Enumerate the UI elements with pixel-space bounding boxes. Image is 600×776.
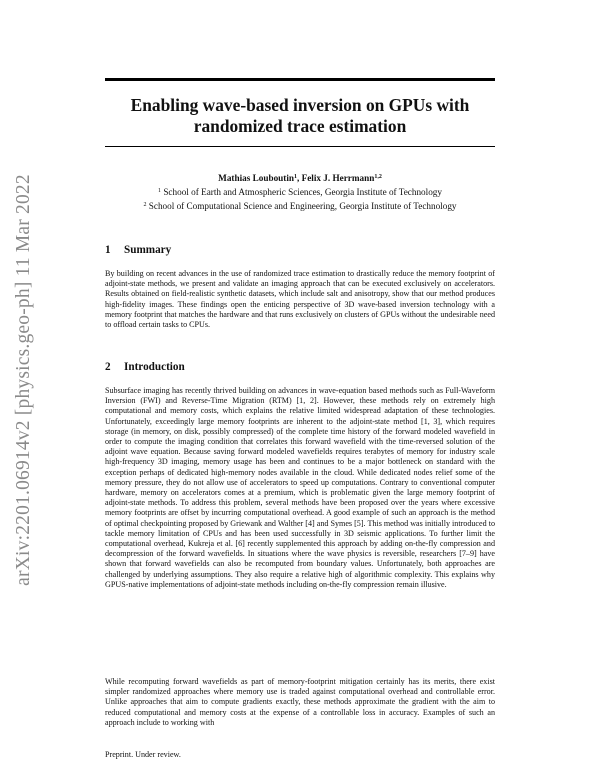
summary-paragraph: By building on recent advances in the use of randomized trace estimation to drastically reduce the memory footprint of adjoint-state methods, we present and validate an imaging approach that can be executed exclusively on accelerators. Results obtained on field-realistic synthetic datasets, which include salt and anisotropy, show that our method produces high-fidelity images. These findings open the enticing perspective of 3D wave-based inversion technology with a memory footprint that matches the hardware and that runs exclusively on clusters of GPUs without the undesirable need to offload certain tasks to CPUs. xyxy=(105,269,495,330)
preprint-footer: Preprint. Under review. xyxy=(105,750,181,759)
paper-title xyxy=(105,95,495,137)
section-heading-introduction: 2 Introduction xyxy=(105,361,185,373)
introduction-paragraph-1: Subsurface imaging has recently thrived building on advances in wave-equation based methods such as Full-Waveform Inversion (FWI) and Reverse-Time Migration (RTM) [1, 2]. However, these methods rely on extremely high computational and memory costs, which explains the relative limited widespread adaptation of these technologies. Unfortunately, exceedingly large memory footprints are inherent to the adjoint-state method [1, 3], which requires storage (in memory, on disk, possibly compressed) of the complete time history of the forward modeled wavefield in order to compute the imaging condition that correlates this forward wavefield with the time-reversed solution of the adjoint wave equation. Because saving forward modeled wavefields requires terabytes of memory for industry scale high-frequency 3D imaging, memory usage has been and continues to be a major bottleneck on standard with the exception perhaps of dedicated high-memory nodes available in the cloud. While dedicated nodes relief some of the memory pressure, they do not allow use of accelerators to speed up computations. Contrary to conventional computer hardware, memory on accelerators comes at a premium, which is problematic given the large memory footprint of adjoint-state methods. To address this problem, several methods have been proposed over the years where excessive memory footprints are offset by incurring computational overhead. A good example of such an approach is the method of optimal checkpointing proposed by Griewank and Walther [4] and Symes [5]. This method was initially introduced to tackle memory limitation of CPUs and has been used successfully in 3D seismic applications. To further limit the computational overhead, Kukreja et al. [6] recently supplemented this approach by adding on-the-fly compression and decompression of the forward wavefields. In situations where the wave physics is reversible, researchers [7–9] have shown that forward wavefields can also be recomputed from boundary values. Unfortunately, both approaches are challenged by underlying assumptions. They also require a relative high of algorithmic complexity. This explains why GPUS-native implementations of adjoint-state methods including on-the-fly compression remain illusive. xyxy=(105,386,495,589)
title-rule-top xyxy=(105,78,495,81)
author-block xyxy=(60,171,540,213)
arxiv-identifier-stamp xyxy=(4,160,44,600)
arxiv-identifier-text: arXiv:2201.06914v2 [physics.geo-ph] 11 Mar 2022 xyxy=(13,174,34,586)
section-heading-summary: 1 Summary xyxy=(105,244,172,256)
introduction-paragraph-2: While recomputing forward wavefields as part of memory-footprint mitigation certainly has its merits, there exist simpler randomized approaches where memory use is traded against computational overhead and controllable error. Unlike approaches that aim to compute gradients exactly, these methods approximate the gradient with the aim to reduced computational and memory costs at the expense of a controllable loss in accuracy. Examples of such an approach include to working with xyxy=(105,677,495,727)
title-rule-bottom xyxy=(105,146,495,147)
affiliation-1: $^1$ School of Earth and Atmospheric Sciences, Georgia Institute of Technology xyxy=(158,187,442,197)
title-line-1: Enabling wave-based inversion on GPUs with xyxy=(130,95,470,115)
author-names: Mathias Louboutin$^1$, Felix J. Herrmann$^{1,2}$ xyxy=(218,173,382,183)
title-line-2: randomized trace estimation xyxy=(193,116,407,136)
affiliation-2: $^2$ School of Computational Science and Engineering, Georgia Institute of Technology xyxy=(143,201,457,211)
